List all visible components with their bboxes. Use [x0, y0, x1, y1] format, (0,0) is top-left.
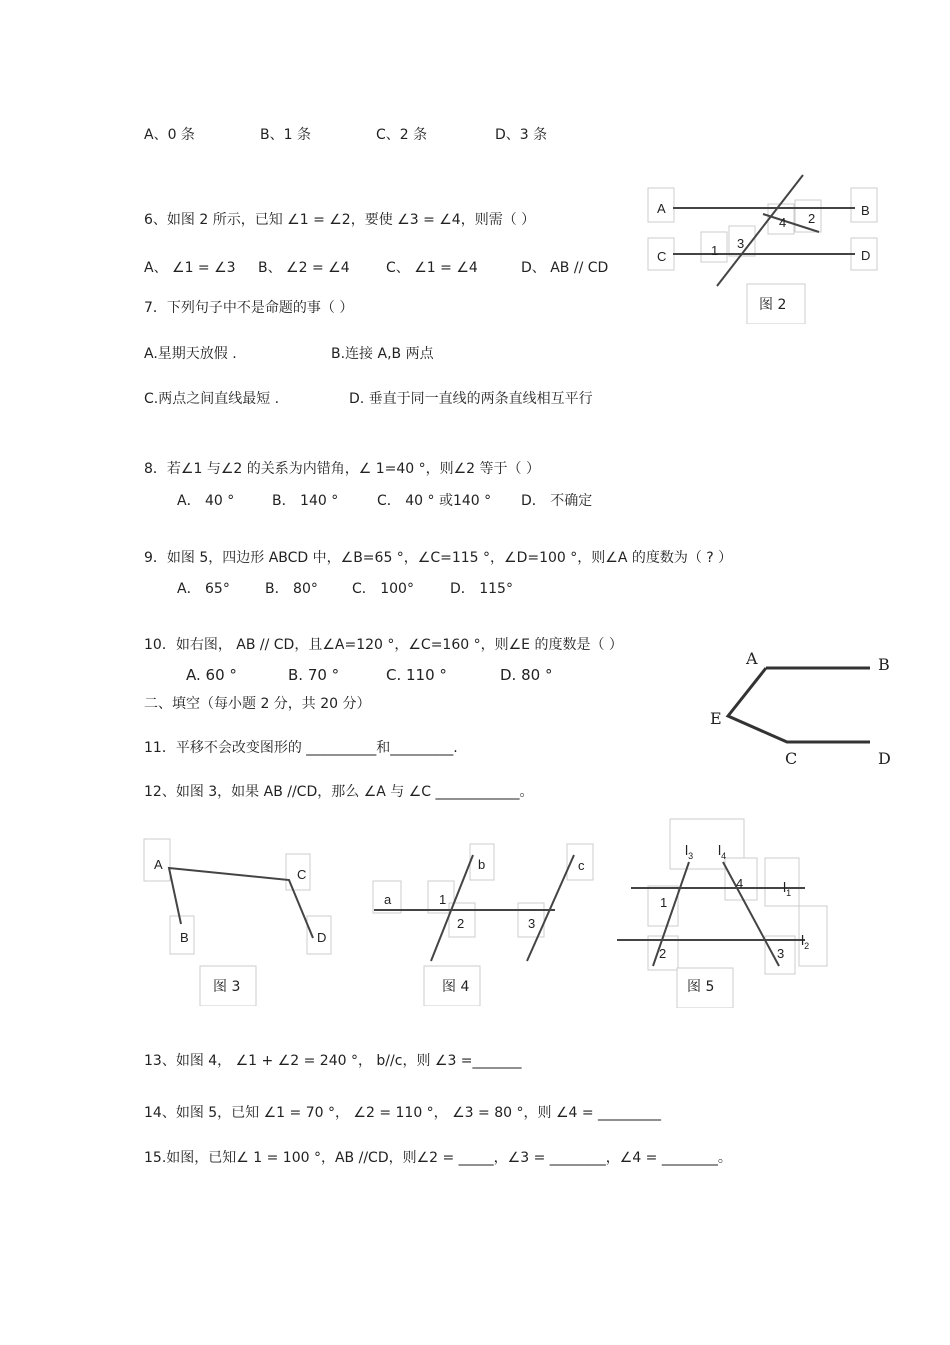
- fig3-label-d: D: [317, 930, 327, 945]
- q7-stem: 7．下列句子中不是命题的事（ ）: [144, 300, 354, 316]
- fig5-label-2: 2: [659, 946, 667, 961]
- fig5-label-l1: $l_1$: [783, 879, 792, 898]
- q7-option-c: C.两点之间直线最短 .: [144, 391, 280, 407]
- fig4-label-3: 3: [528, 916, 536, 931]
- fig4-label-2: 2: [457, 916, 465, 931]
- q9-option-a: A． 65°: [177, 581, 230, 597]
- fig2-label-d: D: [861, 248, 871, 263]
- fig10-label-a: A: [746, 649, 758, 668]
- fig4-label-1: 1: [439, 892, 447, 907]
- q5-option-a: A、0 条: [144, 127, 195, 143]
- q7-option-b: B.连接 A,B 两点: [331, 346, 434, 362]
- fig4-label-b: b: [478, 857, 486, 872]
- fig2-caption: 图 2: [759, 297, 787, 313]
- q15: 15.如图，已知∠ 1 = 100 °，AB //CD，则∠2 = _____，∠3 = ________，∠4 = ________。: [144, 1150, 732, 1166]
- fig5-label-3: 3: [777, 946, 785, 961]
- q6-stem: 6、如图 2 所示，已知 ∠1 = ∠2，要使 ∠3 = ∠4，则需（ ）: [144, 212, 536, 228]
- fig4-label-c: c: [578, 858, 585, 873]
- fig5-label-l3: $l_3$: [685, 842, 694, 861]
- q8-option-b: B． 140 °: [272, 493, 339, 509]
- q6-option-a: A、 ∠1 = ∠3: [144, 260, 236, 276]
- q6-option-d: D、 AB // CD: [521, 260, 609, 276]
- q8-option-a: A． 40 °: [177, 493, 235, 509]
- figure-4: [372, 843, 600, 1006]
- q10-option-a: A. 60 °: [186, 666, 237, 684]
- fig5-label-l2: $l_2$: [801, 932, 810, 951]
- fig2-label-4: 4: [779, 215, 787, 230]
- q12: 12、如图 3，如果 AB //CD，那么 ∠A 与 ∠C ____________。: [144, 784, 534, 800]
- fig3-label-c: C: [297, 867, 307, 882]
- fig2-label-1: 1: [711, 243, 719, 258]
- q9-option-c: C． 100°: [352, 581, 414, 597]
- q10-option-d: D. 80 °: [500, 666, 553, 684]
- q8-option-c: C． 40 ° 或140 °: [377, 493, 492, 509]
- q9-stem: 9．如图 5，四边形 ABCD 中，∠B=65 °，∠C=115 °，∠D=100 °，则∠A 的度数为（ ? ）: [144, 550, 733, 566]
- fig5-label-l4: $l_4$: [718, 842, 727, 861]
- q14: 14、如图 5，已知 ∠1 = 70 °， ∠2 = 110 °， ∠3 = 80 °，则 ∠4 = _________: [144, 1105, 662, 1121]
- q5-option-d: D、3 条: [495, 127, 548, 143]
- q6-option-c: C、 ∠1 = ∠4: [386, 260, 478, 276]
- q9-option-d: D． 115°: [450, 581, 513, 597]
- q7-option-a: A.星期天放假 .: [144, 346, 237, 362]
- q6-option-b: B、 ∠2 = ∠4: [258, 260, 350, 276]
- fig4-label-a: a: [384, 892, 392, 907]
- q10-stem: 10．如右图， AB // CD，且∠A=120 °，∠C=160 °，则∠E 的度数是（ ）: [144, 637, 623, 653]
- fig5-caption: 图 5: [687, 979, 715, 995]
- q11: 11．平移不会改变图形的 __________和_________.: [144, 740, 458, 756]
- q10-option-b: B. 70 °: [288, 666, 340, 684]
- q13: 13、如图 4， ∠1 + ∠2 = 240 °， b//c，则 ∠3 =_______: [144, 1053, 522, 1069]
- fig3-caption: 图 3: [213, 979, 241, 995]
- q8-option-d: D． 不确定: [521, 493, 593, 509]
- fig3-label-a: A: [154, 857, 163, 872]
- fig2-label-3: 3: [737, 236, 745, 251]
- fig4-caption: 图 4: [442, 979, 470, 995]
- fig5-label-1: 1: [660, 895, 668, 910]
- fig10-label-b: B: [878, 655, 890, 674]
- q8-stem: 8．若∠1 与∠2 的关系为内错角，∠ 1=40 °，则∠2 等于（ ）: [144, 461, 540, 477]
- fig3-label-b: B: [180, 930, 189, 945]
- q7-option-d: D. 垂直于同一直线的两条直线相互平行: [349, 391, 593, 407]
- figure-5: [615, 818, 830, 1008]
- fig10-label-e: E: [710, 709, 722, 728]
- fig2-label-c: C: [657, 249, 667, 264]
- fig2-label-a: A: [657, 201, 666, 216]
- q10-option-c: C. 110 °: [386, 666, 447, 684]
- fig10-label-c: C: [785, 749, 798, 768]
- fig2-label-2: 2: [808, 211, 816, 226]
- q5-option-b: B、1 条: [260, 127, 311, 143]
- fig10-label-d: D: [878, 749, 891, 768]
- section-2-heading: 二、填空（每小题 2 分，共 20 分）: [144, 696, 371, 712]
- figure-q10: [700, 640, 900, 780]
- fig5-label-4: 4: [736, 876, 744, 891]
- q5-option-c: C、2 条: [376, 127, 428, 143]
- figure-2: [645, 172, 885, 324]
- fig2-label-b: B: [861, 203, 870, 218]
- q9-option-b: B． 80°: [265, 581, 318, 597]
- figure-3: [143, 838, 333, 1006]
